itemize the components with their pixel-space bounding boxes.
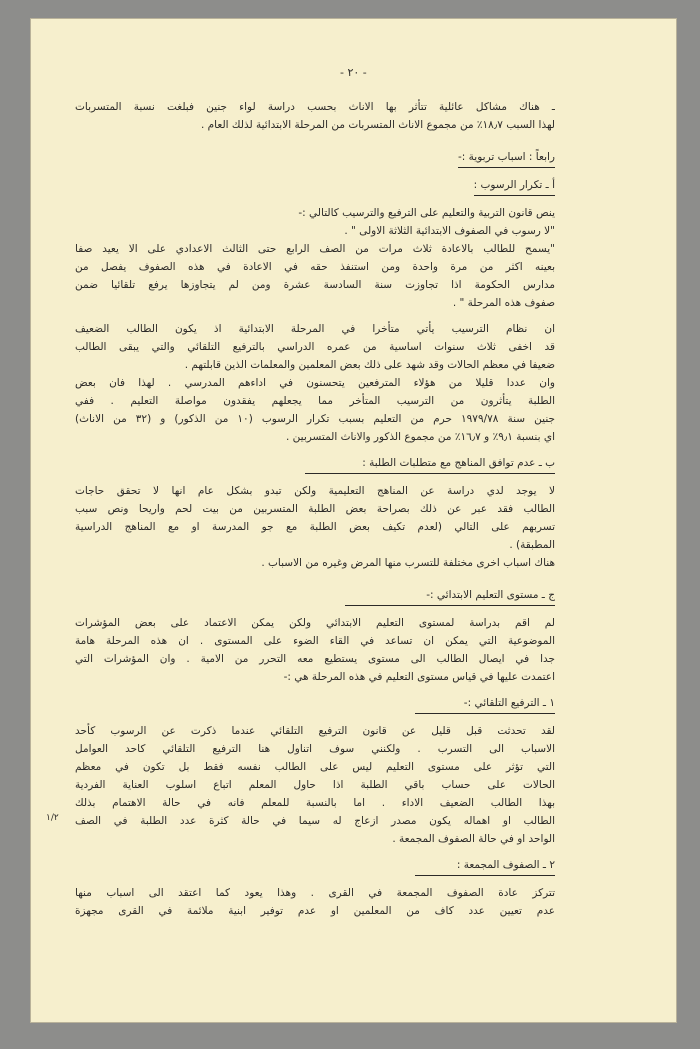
intro-line: لهذا السبب ١٨٫٧٪ من مجموع الاناث المتسربات من المرحلة الابتدائية لذلك العام . [201,119,555,131]
paragraph-line: ينص قانون التربية والتعليم على الترفيع والترسيب كالتالي :- [298,207,555,219]
paragraph-line: اعتمدت عليها في قياس مستوى التعليم في هذه المرحلة هي :- [283,671,555,683]
paragraph-line: الحالات على حساب باقي الطلبة اذا حاول المعلم اتباع اسلوب العناية الفردية [75,779,555,791]
paragraph-line: اي بنسبة ٩٫١٪ و ١٦٫٧٪ من مجموع الذكور والاناث المتسربين . [285,431,555,443]
subsection-heading [75,586,555,606]
paragraph-line: لا يوجد لدي دراسة عن المناهج التعليمية ولكن تبدو بشكل عام انها لا تحقق حاجات [75,485,555,497]
paragraph-line: الواحد او في حالة الصفوف المجمعة . [392,833,555,845]
subsection-c-title: ج ـ مستوى التعليم الابتدائي :- [345,586,555,606]
paragraph-line: قد اخفى ثلاث سنوات اساسية من عمره الدراسي بالترفيع التلقائي والتي يبقى الطالب [75,341,555,353]
subsection-heading [75,856,555,876]
paragraph-line: "يسمح للطالب بالاعادة ثلاث مرات من الصف الرابع حتى الثالث الاعدادي على الا يعيد صفا [75,243,555,255]
margin-handwritten-note: ١/٢ [46,813,59,823]
paragraph-line: لقد تحدثت قبل قليل عن قانون الترفيع التلقائي عندما ذكرت عن الرسوب كأحد [75,725,555,737]
paragraph-line: الموضوعية التي يمكن ان تساعد في القاء الضوء على المستوى . ان هذه المرحلة هامة [75,635,555,647]
paragraph-line: الطالب او اهماله يكون مصدر ازعاج له سيما في حالة كثرة عدد الطلبة في الصف [75,815,555,827]
subsection-c1-title: ١ ـ الترفيع التلقائي :- [415,694,555,714]
subsection-c2-title: ٢ ـ الصفوف المجمعة : [415,856,555,876]
paragraph-line: تسربهم على التالي (لعدم تكيف بعض الطلبة مع جو المدرسة او مع المناهج الدراسية [75,521,555,533]
paragraph-line: صفوف هذه المرحلة " . [452,297,555,309]
intro-line: ـ هناك مشاكل عائلية تتأثر بها الاناث بحسب دراسة لواء جنين فبلغت نسبة المتسربات [75,101,555,113]
section-4-title: رابعاً : اسباب تربوية :- [458,148,555,168]
paragraph-line: بعينه اكثر من مرة واحدة ومن استنفذ حقه في الاعادة في هذه الصفوف يفصل من [75,261,555,273]
document-body [75,98,555,920]
subsection-heading [75,454,555,474]
paragraph-line: وان عددا قليلا من هؤلاء المترفعين يتحسنون في اداءهم المدرسي . لهذا فان بعض [75,377,555,389]
paragraph-line: مدارس الحكومة اذا تجاوزت سنة السادسة عشرة ومن لم يتجاوزها يرفع تلقائيا ضمن [75,279,555,291]
paragraph-line: جنين سنة ١٩٧٩/٧٨ حرم من التعليم بسبب تكرار الرسوب (١٠ من الذكور) و (٣٢ من الاناث) [75,413,555,425]
paragraph-line: ان نظام الترسيب يأتي متأخرا في المرحلة الابتدائية اذ يكون الطالب الضعيف [75,323,555,335]
page-number: - ٢٠ - [340,66,367,79]
section-heading [75,148,555,168]
subsection-heading [75,694,555,714]
paragraph-line: عدم تعيين عدد كاف من المعلمين او عدم توفير ابنية ملائمة في القرى مجهزة [75,905,555,917]
paragraph-line: الاسباب الى التسرب . ولكنني سوف اتناول هنا الترفيع التلقائي كاحد العوامل [75,743,555,755]
paragraph-line: "لا رسوب في الصفوف الابتدائية الثلاثة الاولى " . [344,225,555,237]
paragraph-line: جدا في ايصال الطالب الى مستوى يستطيع معه التحرر من الامية . وان المؤشرات التي [75,653,555,665]
paragraph-line: هناك اسباب اخرى مختلفة للتسرب منها المرض وغيره من الاسباب . [261,557,555,569]
paragraph-line: ضعيفا في معظم الحالات وقد شهد على ذلك بعض المعلمين والمعلمات الذين قابلتهم . [184,359,555,371]
paragraph-line: التي تؤثر على مستوى التعليم ليس على الطالب نفسه فقط بل تكون في معظم [75,761,555,773]
subsection-a-title: أ ـ تكرار الرسوب : [474,176,555,196]
paragraph-line: المطبقة) . [509,539,555,551]
subsection-b-title: ب ـ عدم توافق المناهج مع متطلبات الطلبة : [305,454,555,474]
subsection-heading [75,176,555,196]
paragraph-line: تتركز عادة الصفوف المجمعة في القرى . وهذا يعود كما اعتقد الى اسباب منها [75,887,555,899]
paragraph-line: بهذا الطالب الضعيف الاداء . اما بالنسبة للمعلم فانه في حالة الاهتمام بذلك [75,797,555,809]
paragraph-line: لم اقم بدراسة لمستوى التعليم الابتدائي ولكن يمكن الاعتماد على بعض المؤشرات [75,617,555,629]
paragraph-line: الطالب فقد عبر عن ذلك بصراحة بعض الطلبة المتسربين من بيت لحم واريحا ونص سبب [75,503,555,515]
paragraph-line: الطلبة يتأثرون من الترسيب المتأخر مما يجعلهم يفقدون مواصلة التعليم . ففي [75,395,555,407]
